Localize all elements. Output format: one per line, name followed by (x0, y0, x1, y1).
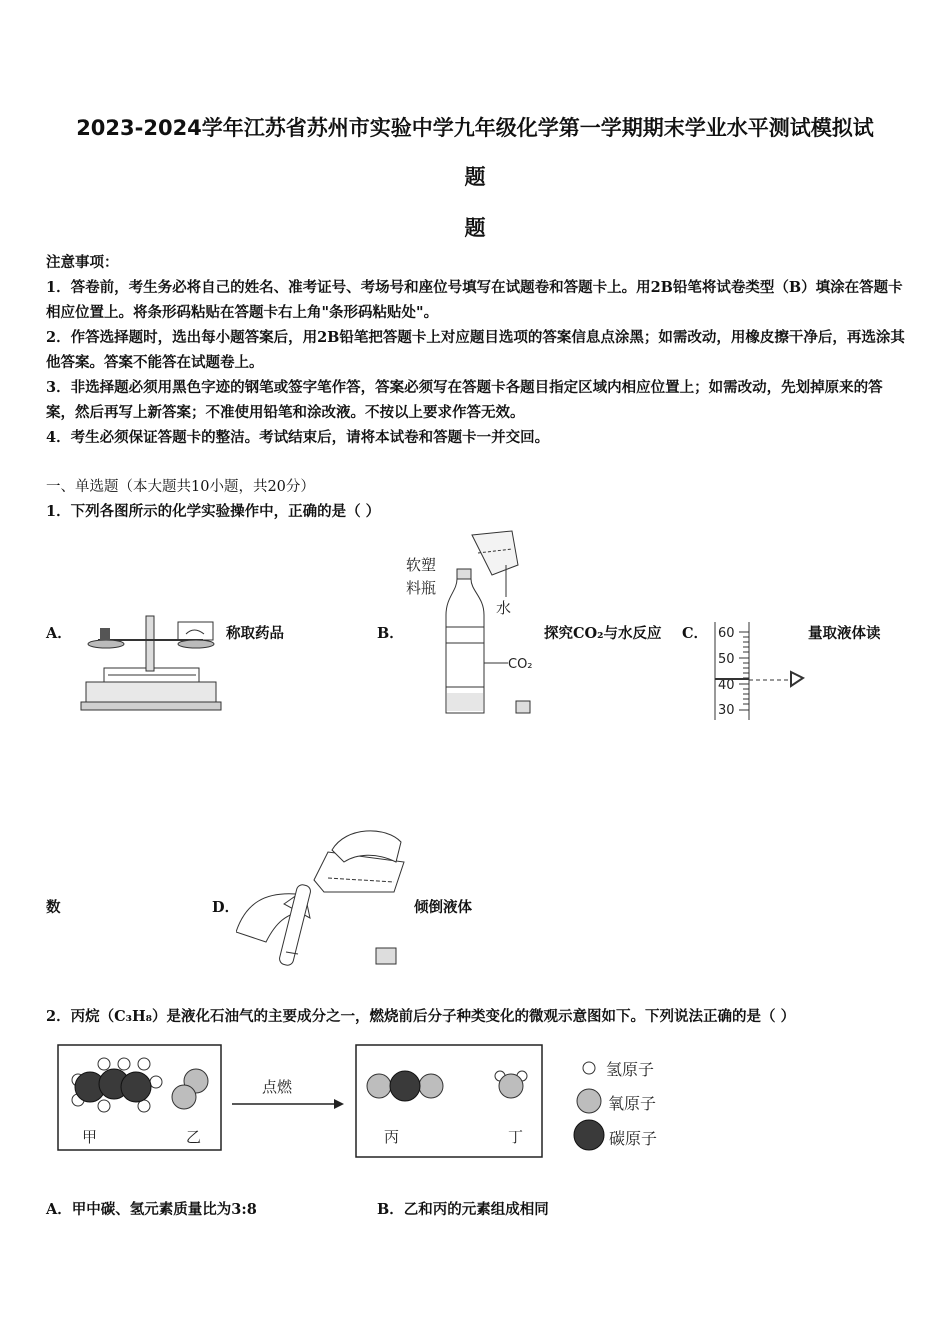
legend-hydrogen: 氢原子 (606, 1060, 655, 1079)
legend-carbon-icon (574, 1120, 604, 1150)
graduated-cylinder-diagram (705, 618, 815, 728)
q2-stem: 2．丙烷（C₃H₈）是液化石油气的主要成分之一，燃烧前后分子种类变化的微观示意图如下。下列说法正确的是（ ） (46, 1008, 796, 1025)
q1-stem: 1．下列各图所示的化学实验操作中，正确的是（ ） (46, 503, 381, 520)
label-ignite: 点燃 (262, 1078, 293, 1096)
label-soft-plastic-1: 软塑 (406, 556, 437, 574)
legend-hydrogen-icon (583, 1062, 595, 1074)
plastic-bottle-diagram (400, 525, 545, 720)
tick-40: 40 (718, 678, 735, 693)
tick-30: 30 (718, 703, 735, 718)
label-soft-plastic-2: 料瓶 (406, 579, 437, 597)
eye-icon (791, 672, 803, 686)
notice-item-3: 3．非选择题必须用黑色字迹的钢笔或签字笔作答，答案必须写在答题卡各题目指定区域内相应位置上；如需改动，先划掉原来的答案，然后再写上新答案；不准使用铅笔和涂改液。不按以上要求作答无效。 (46, 379, 883, 421)
q1-option-c-letter: C． (682, 625, 709, 642)
q1-option-b-letter: B． (377, 625, 404, 642)
legend-oxygen-icon (577, 1089, 601, 1113)
legend-carbon: 碳原子 (609, 1129, 658, 1148)
label-jia: 甲 (82, 1128, 98, 1146)
notice-item-1: 1．答卷前，考生务必将自己的姓名、准考证号、考场号和座位号填写在试题卷和答题卡上。用2B铅笔将试卷类型（B）填涂在答题卡相应位置上。将条形码粘贴在答题卡右上角"条形码粘贴处"。 (46, 279, 903, 321)
q1-option-d-text: 倾倒液体 (414, 899, 472, 916)
label-co2: CO₂ (508, 657, 533, 672)
combustion-molecule-diagram (56, 1042, 676, 1162)
section-heading: 一、单选题（本大题共10小题，共20分） (46, 479, 315, 495)
q1-option-d-letter: D． (212, 899, 240, 916)
legend-oxygen: 氧原子 (608, 1094, 657, 1113)
tick-50: 50 (718, 652, 735, 667)
pouring-liquid-diagram (236, 822, 411, 977)
notice-block (46, 250, 906, 450)
q2-option-a: A．甲中碳、氢元素质量比为3:8 (46, 1201, 257, 1218)
q1-option-a-text: 称取药品 (226, 625, 284, 642)
q2-option-b: B．乙和丙的元素组成相同 (377, 1201, 549, 1218)
notice-item-2: 2．作答选择题时，选出每小题答案后，用2B铅笔把答题卡上对应题目选项的答案信息点涂黑；如需改动，用橡皮擦干净后，再选涂其他答案。答案不能答在试题卷上。 (46, 329, 905, 371)
balance-diagram (78, 610, 223, 715)
q1-option-c-text: 量取液体读 (808, 625, 881, 642)
exam-title-line1: 2023-2024学年江苏省苏州市实验中学九年级化学第一学期期末学业水平测试模拟试 (76, 116, 874, 140)
notice-heading: 注意事项： (46, 254, 119, 271)
arrow-icon (334, 1099, 344, 1109)
label-ding: 丁 (508, 1128, 524, 1146)
notice-item-4: 4．考生必须保证答题卡的整洁。考试结束后，请将本试卷和答题卡一并交回。 (46, 429, 550, 446)
q1-option-c-text-cont: 数 (46, 899, 61, 916)
q1-option-a-letter: A． (46, 625, 72, 642)
exam-title-line2: 题 (464, 165, 486, 189)
label-water: 水 (496, 599, 512, 617)
tick-60: 60 (718, 626, 735, 641)
label-bing: 丙 (384, 1128, 400, 1146)
exam-title-line3: 题 (464, 216, 486, 240)
label-yi: 乙 (186, 1128, 202, 1146)
q1-option-b-text: 探究CO₂与水反应 (544, 625, 662, 642)
